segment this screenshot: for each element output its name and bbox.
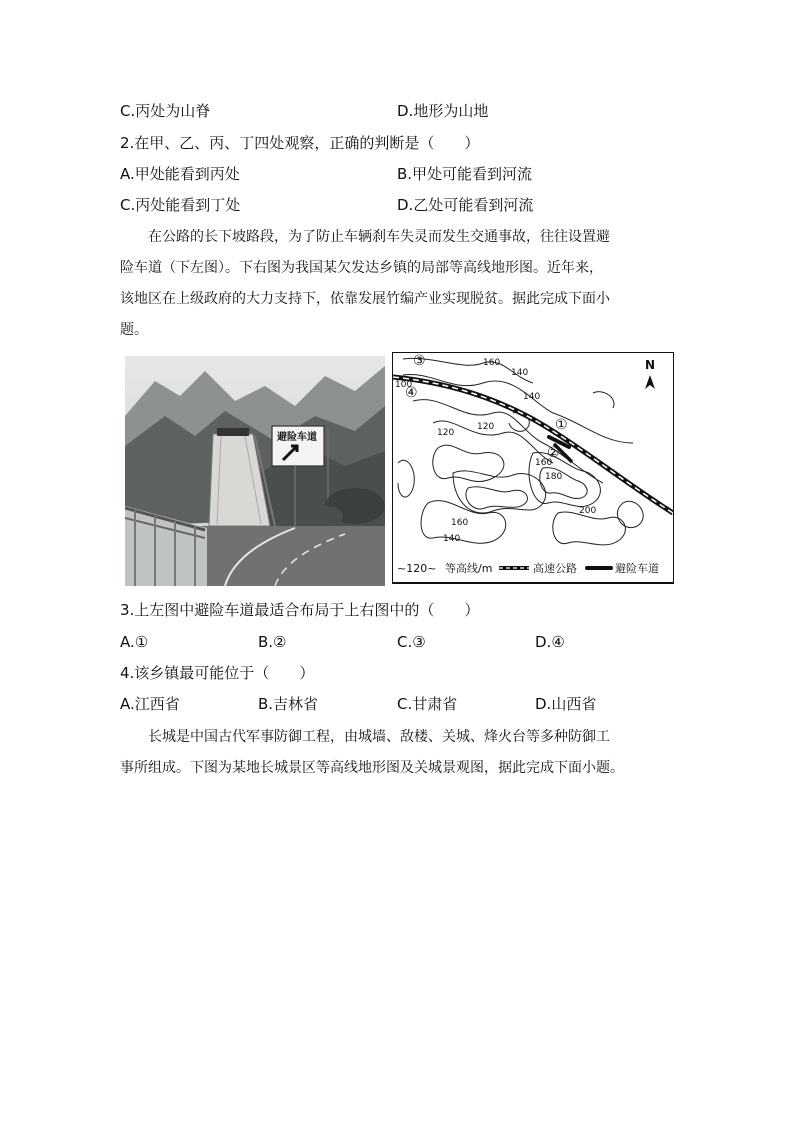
q1-option-d: D.地形为山地: [397, 102, 489, 120]
legend-contour-label: 等高线/m: [445, 562, 493, 575]
passage1-line3: 该地区在上级政府的大力支持下，依靠发展竹编产业实现脱贫。据此完成下面小: [120, 291, 610, 307]
contour-label: 140: [443, 534, 461, 544]
q3-option-d: D.④: [535, 633, 565, 651]
contour-label: 100: [395, 380, 413, 390]
marker-4: ④: [405, 385, 418, 401]
q2-option-d: D.乙处可能看到河流: [397, 196, 534, 214]
contour-label: 120: [477, 422, 495, 432]
q2-option-c: C.丙处能看到丁处: [120, 196, 241, 214]
contour-label: 160: [483, 358, 501, 368]
passage-escape-lane: [120, 222, 676, 346]
q2-option-a: A.甲处能看到丙处: [120, 165, 240, 183]
legend-escape-label: 避险车道: [615, 562, 659, 575]
passage1-line1: 在公路的长下坡路段，为了防止车辆刹车失灵而发生交通事故，往往设置避: [148, 229, 610, 245]
q3-option-c: C.③: [397, 633, 426, 651]
q4-stem: 4.该乡镇最可能位于（ ）: [120, 664, 315, 682]
contour-label: 160: [535, 458, 553, 468]
legend-highway-label: 高速公路: [533, 562, 577, 575]
passage2-line2: 事所组成。下图为某地长城景区等高线地形图及关城景观图，据此完成下面小题。: [120, 760, 624, 776]
north-label: N: [645, 358, 656, 372]
q4-option-c: C.甘肃省: [397, 695, 458, 713]
north-arrow-icon: [645, 358, 655, 389]
q3-stem: 3.上左图中避险车道最适合布局于上右图中的（ ）: [120, 601, 480, 619]
q4-option-b: B.吉林省: [258, 695, 319, 713]
q1-option-c: C.丙处为山脊: [120, 102, 211, 120]
passage2-line1: 长城是中国古代军事防御工程，由城墙、敌楼、关城、烽火台等多种防御工: [148, 729, 610, 745]
q2-option-b: B.甲处可能看到河流: [397, 165, 533, 183]
q3-option-a: A.①: [120, 633, 149, 651]
contour-label: 140: [511, 368, 529, 378]
contour-map: [392, 352, 674, 584]
q2-stem: 2.在甲、乙、丙、丁四处观察，正确的判断是（ ）: [120, 134, 480, 152]
passage1-line2: 险车道（下左图）。下右图为我国某欠发达乡镇的局部等高线地形图。近年来，: [120, 260, 603, 276]
passage-great-wall: [120, 722, 676, 784]
map-legend: [392, 554, 674, 583]
passage1-line4: 题。: [120, 322, 148, 338]
marker-2: ②: [547, 445, 560, 461]
legend-contour-sample: ~120~: [397, 562, 437, 575]
marker-1: ①: [555, 417, 568, 433]
contour-label: 160: [451, 518, 469, 528]
sign-text: 避险车道: [277, 432, 317, 443]
contour-label: 120: [437, 428, 455, 438]
contour-label: 140: [523, 392, 541, 402]
marker-3: ③: [413, 353, 426, 369]
q4-option-d: D.山西省: [535, 695, 597, 713]
contour-label: 180: [545, 472, 563, 482]
escape-lane-photo: [125, 356, 385, 586]
q3-option-b: B.②: [258, 633, 287, 651]
q4-option-a: A.江西省: [120, 695, 180, 713]
contour-label: 200: [579, 506, 597, 516]
